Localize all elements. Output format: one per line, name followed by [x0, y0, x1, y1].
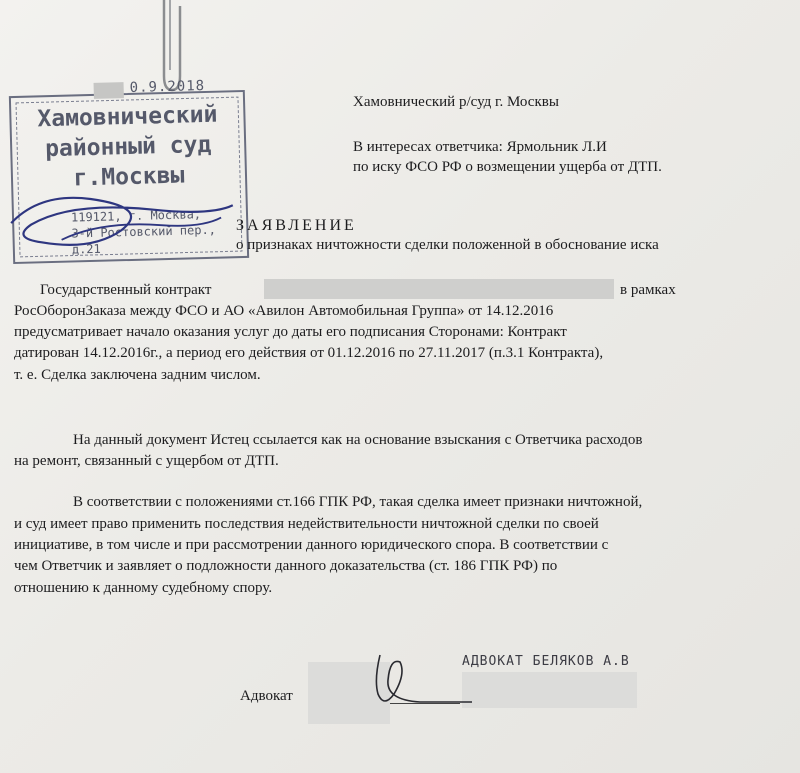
stamp-court-line-2: районный суд: [44, 131, 212, 163]
signature-label: Адвокат: [240, 688, 293, 704]
paragraph-1-line-1-end: в рамках: [620, 282, 676, 298]
document-subtitle: о признаках ничтожности сделки положенной в обоснование иска: [236, 237, 659, 253]
paragraph-1-line-1-start: Государственный контракт: [40, 282, 212, 298]
paragraph-2-line-2: на ремонт, связанный с ущербом от ДТП.: [14, 453, 279, 469]
paragraph-3-line-4: чем Ответчик и заявляет о подложности данного доказательства (ст. 186 ГПК РФ) по: [14, 558, 558, 574]
claim-description: по иску ФСО РФ о возмещении ущерба от ДТП.: [353, 159, 662, 175]
paragraph-3-line-2: и суд имеет право применить последствия недействительности ничтожной сделки по своей: [14, 516, 599, 532]
paragraph-1-line-2: РосОборонЗаказа между ФСО и АО «Авилон Автомобильная Группа» от 14.12.2016: [14, 303, 554, 319]
defendant-interest: В интересах ответчика: Ярмольник Л.И: [353, 139, 607, 155]
paragraph-3-line-3: инициативе, в том числе и при рассмотрении данного юридического спора. В соответствии с: [14, 537, 609, 553]
stamp-court-line-1: Хамовнический: [37, 101, 218, 133]
paragraph-1-line-3: предусматривает начало оказания услуг до даты его подписания Сторонами: Контракт: [14, 324, 567, 340]
paragraph-1-line-4: датирован 14.12.2016г., а период его действия от 01.12.2016 по 27.11.2017 (п.3.1 Контракта),: [14, 345, 604, 361]
stamp-date: 0.9.2018: [129, 77, 206, 96]
redacted-area: [264, 279, 614, 299]
stamp-address-line-1: 119121, г. Москва,: [70, 207, 202, 225]
paragraph-2-line-1: На данный документ Истец ссылается как на основание взыскания с Ответчика расходов: [73, 432, 643, 448]
redacted-area: [462, 672, 637, 708]
paragraph-1-line-5: т. е. Сделка заключена задним числом.: [14, 367, 261, 383]
stamp-court-line-3: г.Москвы: [73, 162, 185, 192]
paragraph-3-line-1: В соответствии с положениями ст.166 ГПК РФ, такая сделка имеет признаки ничтожной,: [73, 494, 643, 510]
advocate-signature: [360, 650, 480, 710]
advocate-name-stamp: АДВОКАТ БЕЛЯКОВ А.В: [462, 654, 630, 669]
signature-line: [390, 703, 460, 704]
handwritten-signature: [0, 177, 242, 263]
recipient-court: Хамовнический р/суд г. Москвы: [353, 94, 559, 110]
document-title: ЗАЯВЛЕНИЕ: [236, 217, 357, 234]
court-stamp: [8, 77, 250, 265]
stamp-address-line-2: 3-й Ростовский пер., д.21: [71, 222, 217, 257]
redacted-area: [94, 82, 124, 99]
paragraph-3-line-5: отношению к данному судебному спору.: [14, 580, 273, 596]
